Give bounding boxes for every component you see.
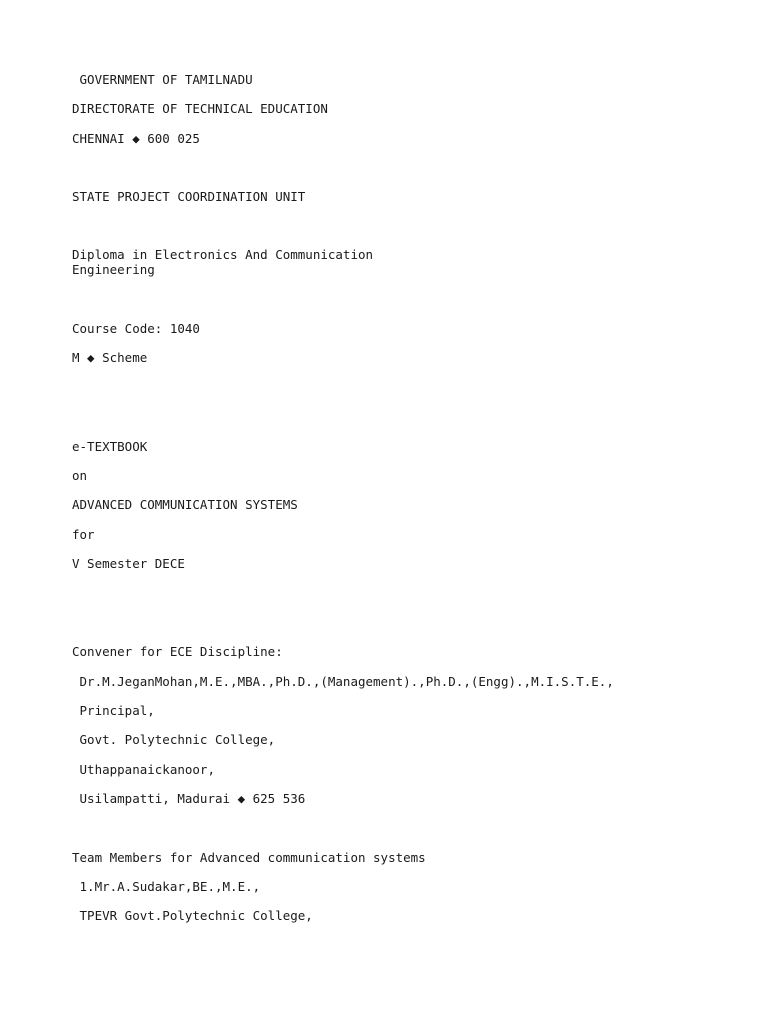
convener-address: Usilampatti, Madurai ◆ 625 536	[72, 791, 306, 806]
scheme-line: M ◆ Scheme	[72, 350, 148, 365]
unit-line: STATE PROJECT COORDINATION UNIT	[72, 189, 306, 204]
textbook-semester: V Semester DECE	[72, 556, 185, 571]
textbook-for: for	[72, 527, 95, 542]
convener-designation: Principal,	[72, 703, 155, 718]
textbook-type: e-TEXTBOOK	[72, 439, 148, 454]
textbook-on: on	[72, 468, 88, 483]
team-heading: Team Members for Advanced communication systems	[72, 850, 426, 865]
diploma-line-2: Engineering	[72, 262, 155, 277]
convener-heading: Convener for ECE Discipline:	[72, 644, 283, 659]
convener-name: Dr.M.JeganMohan,M.E.,MBA.,Ph.D.,(Management).,Ph.D.,(Engg).,M.I.S.T.E.,	[72, 674, 614, 689]
team-member-1-college: TPEVR Govt.Polytechnic College,	[72, 908, 313, 923]
city-line: CHENNAI ◆ 600 025	[72, 131, 200, 146]
textbook-subject: ADVANCED COMMUNICATION SYSTEMS	[72, 497, 298, 512]
directorate-line: DIRECTORATE OF TECHNICAL EDUCATION	[72, 101, 328, 116]
government-line: GOVERNMENT OF TAMILNADU	[72, 72, 253, 87]
diploma-line-1: Diploma in Electronics And Communication	[72, 247, 374, 262]
convener-place: Uthappanaickanoor,	[72, 762, 215, 777]
course-code: Course Code: 1040	[72, 321, 200, 336]
convener-college: Govt. Polytechnic College,	[72, 732, 276, 747]
team-member-1-name: 1.Mr.A.Sudakar,BE.,M.E.,	[72, 879, 261, 894]
